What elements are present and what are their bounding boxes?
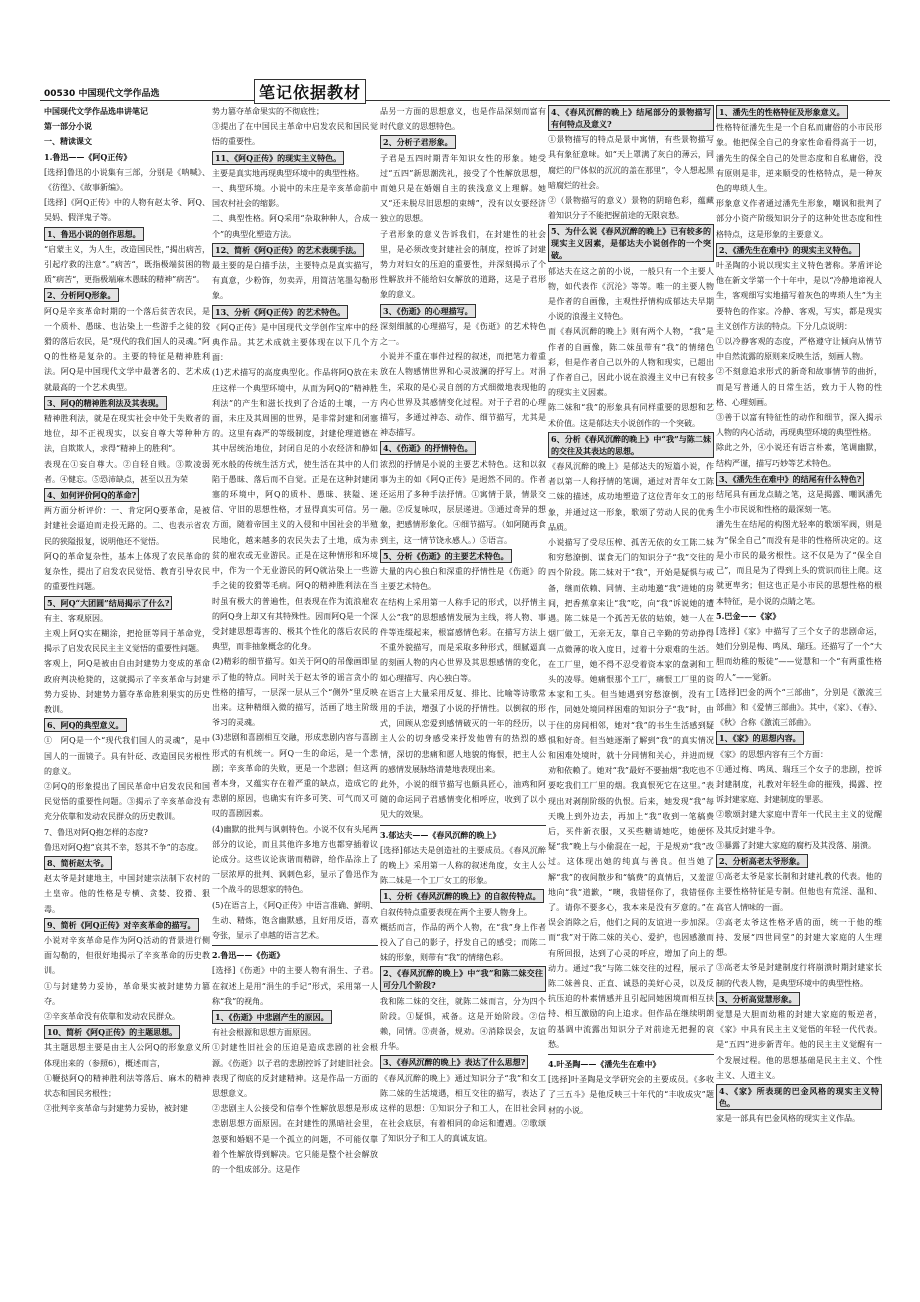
paragraph: 概括而言，作品的两个人物，在“我”身上作者投入了自己的影子，抒发自己的感受；而陈二妹的形象，则带有“我”的情绪色彩。 <box>380 922 546 963</box>
paragraph: 最主要的是白描手法，主要特点是真实描写，有真意，少粉饰，勿卖弄，用简洁笔墨勾勒形象。 <box>212 261 378 301</box>
question-heading: 3、《春风沉醉的晚上》表达了什么思想? <box>380 1054 546 1070</box>
paragraph: ①以冷静客观的态度，严格遵守让倾向从情节中自然流露的原则来反映生活，刻画人物。 <box>716 337 882 362</box>
paragraph: 深刻细腻的心理描写，是《伤逝》的艺术特色之一。 <box>380 321 546 347</box>
paragraph: 子君形象的意义告诉我们，在封建性的社会里，是必须改变封建社会的制度，控诉了封建势力对妇女的压迫的重要性，并深刻揭示了个性解放并不能给妇女解放的道路，这是子君形象的意义。 <box>380 229 546 300</box>
paragraph: 7、鲁迅对阿Q抱怎样的态度? <box>44 827 148 837</box>
paragraph: 有主、客观原因。 <box>44 613 108 623</box>
paragraph: 叶圣陶的小说以现实主义特色著称。茅盾评论他在新文学第一个十年中，是以“冷静地谛视人生，客观细写实地描写着灰色的卑琐人生”为主要特色的作家。冷静、客观，写实，都是现实主义创作方法的特点。下分几点说明： <box>716 261 882 331</box>
text-column-3 <box>380 104 546 1294</box>
paragraph: 性格特征潘先生是一个自私而庸俗的小市民形象。他把保全自己的身家性命看得高于一切，潘先生的保全自己的处世态度和自私庸俗，没有原则是非，逆来顺受的性格特点，是一种灰色的卑琐人生。 <box>716 123 882 194</box>
paragraph: 家是一部具有巴金风格的现实主义作品。 <box>716 1114 860 1124</box>
paragraph: ①与封建势力妥协，革命果实被封建势力篡夺。 <box>44 981 210 1006</box>
paragraph: 在结构上采用第一人称手记的形式，以抒情主人公“我”的思想感情发展为主线，将人物、事件等连缀起来，根富感情色彩。在描写方法上不重外貌描写，而是采取多种形式，细腻逼真的刻画人物的内心世界及其思想感情的变化，如心理描写、内心独白等。 <box>380 597 546 683</box>
section-heading: 1.鲁迅——《阿Q正传》 <box>44 151 132 162</box>
paragraph: 一、典型环境。小说中的未庄是辛亥革命前中国农村社会的缩影。 <box>212 184 378 209</box>
question-heading: 2、《春风沉醉的晚上》中“我”和陈二妹交往可分几个阶段? <box>380 965 546 993</box>
paragraph: 潘先生在结尾的构图尤轻率的歌颂军阀，则是为“保全自己”而没有是非的性格所决定的。这是小市民的最劣根性。这不仅是为了“保全自己”，而且是为了得到上头的赏识而往上爬。这就更卑劣；但这也正是小市民的思想性格的根本特征，是小说的点睛之笔。 <box>716 520 882 606</box>
paragraph: ②高老太爷这性格矛盾的面，统一于他的维持、发展“四世同堂”的封建大家庭的人生理想。 <box>716 917 882 958</box>
paragraph: (3)悲剧和喜剧相互交融，形成悲剧内容与喜剧形式的有机统一。阿Q一生的命运，是一个悲剧；辛亥革命的失败，更是一个悲剧；但这两者本身，又蕴实存在着严重的缺点，造成它的悲剧的原因，也确实有许多可笑、可气而又可叹的喜剧因素。 <box>212 733 378 819</box>
paragraph: ③善于以富有特征性的动作和细节，深入揭示人物的内心活动，再现典型环境的典型性格。 <box>716 413 882 438</box>
question-heading: 1、《伤逝》中悲剧产生的原因。 <box>212 1009 378 1025</box>
question-heading: 2、《潘先生在难中》的现实主义特色。 <box>716 242 882 258</box>
question-heading: 11、《阿Q正传》的现实主义特色。 <box>212 150 378 166</box>
paragraph: ②悲剧主人公接受和信奉个性解放思想是形成悲剧思想方面原因。在封建性的黑暗社会里，忽要和婚姻不是一个孤立的问题，不可能仅靠着个性解放得到解决。它只能是整个社会解放的一个组成部分。这是作 <box>212 1104 378 1175</box>
text-column-5 <box>716 104 882 1294</box>
paragraph: 子君是五四时期青年知识女性的形象。她受过“五四”新思潮洗礼，接受了个性解放思想，而她只是在婚姻自主的狭浅意义上理解。她又“还未脱尽旧思想的束缚”，没有以女要经济独立的思想。 <box>380 153 546 224</box>
paragraph: ①景物描写的特点是景中寓情，有些景物描写具有象征意味。如“天上罩满了灰白的薄云，同腐烂的尸体似的沉沉的盖在那里”，令人想起黑暗腐烂的社会。 <box>548 135 714 190</box>
paragraph: 《春风沉醉的晚上》通过知识分子“我”和女工陈二妹的生活境遇，相互交往的描写，表达了这样的思想：①知识分子和工人，在旧社会同在社会底层，有着相同的命运和遭遇。②歌颂了知识分子和工人的真诚友谊。 <box>380 1073 546 1144</box>
paragraph: ②阿Q的形象提出了国民革命中启发农民和国民觉悟的重要性问题。③揭示了辛亥革命没有充分依靠和发动农民群众的历史教训。 <box>44 781 210 822</box>
paragraph: 陈二妹和“我”的形象具有同样重要的思想和艺术价值。这是郁达夫小说创作的一个突破。 <box>548 403 714 428</box>
paragraph: ① 阿Q是一个“现代我们国人的灵魂”，是中国人的一面镜子。具有针砭、改造国民劣根性的意义。 <box>44 736 210 776</box>
paragraph: 品另一方面的思想意义，也是作品深刻而富有时代意义的思想特色。 <box>380 107 546 132</box>
paragraph: 此外，小说的细节描写也颇具匠心，油鸡和阿随的命运同子君感情变化相呼应，收到了以小见大的效果。 <box>380 779 546 820</box>
text-column-4 <box>548 104 714 1294</box>
question-heading: 6、分析《春风沉醉的晚上》中“我”与陈二妹的交往及其表达的思想。 <box>548 431 714 459</box>
paragraph: 而《春风沉醉的晚上》则有两个人物，“我”是作者的自画像，陈二妹虽带有“我”的情绪色彩，但是作者自己以外的人物和现实，已超出了作者自己，因此小说在浪漫主义中已有较多的现实主义因素。 <box>548 327 714 398</box>
paragraph: 我和陈二妹的交往，就陈二妹而言，分为四个阶段。①疑惧，戒备。这是开始阶段。②信赖，同情。③责备，规劝。④消除误会，友谊升华。 <box>380 996 546 1052</box>
paragraph: 主观上阿Q实在糊涂，把抢匪等同于革命党，揭示了启发农民民主主义觉悟的重要性问题。 <box>44 628 210 654</box>
question-heading: 4、如何评价阿Q的革命? <box>44 487 210 503</box>
paragraph: [选择]鲁迅的小说集有三部，分别是《呐喊》、《彷徨》、《故事新编》。 <box>44 167 210 193</box>
section-divider <box>380 825 546 826</box>
paragraph: 《春风沉醉的晚上》是郁达夫的短篇小说，作者以第一人称抒情的笔调，通过对青年女工陈二妹的描述，成功地塑造了这位青年女工的形象，并通过这一形象，歌颂了劳动人民的优秀品质。 <box>548 462 714 532</box>
paragraph: 小说对辛亥革命是作为阿Q活动的背景进行侧面勾勒的，但很好地揭示了辛亥革命的历史教训。 <box>44 935 210 976</box>
paragraph: 赵太爷是封建地主，中国封建宗法制下农村的土皇帝。他的性格是专横、贪婪、狡猾、狠毒。 <box>44 874 210 914</box>
paragraph: 浓烈的抒情是小说的主要艺术特色。这和以叙事为主的如《阿Q正传》是迥然不同的。作者还运用了多种手法抒情。①寓情于景，情景交融。②反复咏叹，层层递进。③通过奇异的想象，把感情形象化。④细节描写。（如阿随再食到主，这一情节饶永感人。）⑤语言。 <box>380 459 546 545</box>
question-heading: 1、《家》的思想内容。 <box>716 730 882 746</box>
paragraph: 阿Q是辛亥革命时期的一个落后贫苦农民，是一个质朴、愚昧、也沾染上一些游手之徒的狡猾的落后农民，是“现代的我们国人的灵魂。”阿Q的性格是复杂的。主要的特征是精神胜利法。阿Q是中国现代文学中最著名的、艺术成就最高的一个艺术典型。 <box>44 306 210 392</box>
question-heading: 8、简析赵太爷。 <box>44 855 210 871</box>
paragraph: (1)艺术描写的高度典型化。作品将阿Q放在未庄这样一个典型环境中，从而为阿Q的“精神胜利法”的产生和滋长找到了合适的土壤，一方面，未庄及其周围的世界，是非常封建和闭塞的。这里有森严的等级制度，封建伦理道德在其中居统治地位，封闭自足的小农经济和静如死水般的传统生活方式，使生活在其中的人们陷于愚昧、落后而不自觉。正是在这种封建闭塞的环境中，阿Q的质朴、愚昧、狭隘、迷信、守旧的思想性格，才显得真实可信。另一方面，随着帝国主义的入侵和中国社会的半殖民地化，越来越多的农民失去了土地，成为赤贫的雇农或无业游民。正是在这种情形和环境中，作为一个无业游民的阿Q就沾染上一些游手之徒的狡猾等毛病。阿Q的精神胜利法在当时虽有极大的普遍性，但表现在作为流浪雇农的阿Q身上却又有其特殊性。因而阿Q是一个深受封建思想毒害的、极其个性化的落后农民的典型，而非抽象概念的化身。 <box>212 368 378 652</box>
paragraph: 除此之外，④小说还有语言朴素，笔调幽默，结构严谨，描写巧妙等艺术特色。 <box>716 443 882 468</box>
paragraph: (4)幽默的批判与讽刺特色。小说不仅有头尾两部分的议论，而且其他许多地方也都穿插着议论成分。这些议论诙谐而精辟，给作品涂上了一层浓厚的批判、讽刺色彩，显示了鲁迅作为一个战斗的思想家的特色。 <box>212 824 378 895</box>
paragraph: [选择]郁达夫是创造社的主要成员。《春风沉醉的晚上》采用第一人称的叙述角度，女主人公陈二妹是一个工厂女工的形象。 <box>380 845 546 886</box>
paragraph: 郁达夫在这之前的小说，一般只有一个主要人物，如代表作《沉沦》等等。唯一的主要人物是作者的自画像，主观性抒情构成郁达夫早期小说的浪漫主义特色。 <box>548 266 714 322</box>
paragraph: 小说并不重在事件过程的叙述，而把笔力着重放在人物感情世界和心灵波澜的抒写上。对涓生，采取的是心灵自剖的方式细微地表现他的内心世界及其感情变化过程。对于子君的心理描写，多通过神态、动作、细节描写，尤其是神态描写。 <box>380 352 546 438</box>
paragraph: “启蒙主义，为人生，改造国民性，”揭出病苦，引起疗救的注意“。”病苦“，既指极端贫困的物质”病苦“，更指极端麻木愚昧的精神”病苦“。 <box>44 244 210 285</box>
paragraph: [选择]《家》中描写了三个女子的悲剧命运，她们分别是梅、鸣凤、瑞珏。还描写了一个“大胆而幼稚的叛徒”——觉慧和一个“有两重性格的人”——觉新。 <box>716 626 882 682</box>
course-title: 00530 中国现代文学作品选 <box>44 89 160 99</box>
question-heading: 12、简析《阿Q正传》的艺术表现手法。 <box>212 242 378 258</box>
paragraph: ②批判辛亥革命与封建势力妥协，被封建 <box>44 1104 188 1114</box>
question-heading: 4、《春风沉醉的晚上》结尾部分的景物描写有何特点及意义? <box>548 104 714 132</box>
header-rule <box>40 100 890 101</box>
paragraph: [选择]巴金的两个“三部曲”，分别是《激流三部曲》和《爱情三部曲》。其中，《家》、《春》、《秋》合称《激流三部曲》。 <box>716 687 882 728</box>
paragraph: 客观上，阿Q是被由自由封建势力变成的革命政府判决枪毙的，这就揭示了辛亥革命与封建势力妥协、封建势力篡夺革命胜利果实的历史教训。 <box>44 659 210 714</box>
paragraph: 势力篡夺革命果实的不彻底性； <box>212 107 324 116</box>
paragraph: ②不刻意追求形式的新奇和故事情节的曲折，而是写普通人的日常生活，致力于人物的性格、心理刻画。 <box>716 367 882 407</box>
paragraph: ①封建性旧社会的压迫是造成悲剧的社会根源。《伤逝》以子君的悲剧控诉了封建旧社会。表现了彻底的反封建精神。这是作品一方面的思想意义。 <box>212 1043 378 1098</box>
section-heading: 中国现代文学作品选串讲笔记 <box>44 106 148 116</box>
paragraph: ③暴露了封建大家庭的腐朽及其没落、崩溃。 <box>716 840 876 850</box>
paragraph: ③高老太爷是封建制度行将崩溃时期封建家长制的代表人物，是典型环境中的典型性格。 <box>716 963 882 988</box>
paragraph: 自叙传特点重要表现在两个主要人物身上。 <box>380 907 532 917</box>
paragraph: 鲁迅对阿Q抱“哀其不幸，怒其不争”的态度。 <box>44 842 203 852</box>
question-heading: 1、潘先生的性格特征及形象意义。 <box>716 104 882 120</box>
paragraph: 有社会根源和思想方面原因。 <box>212 1028 316 1038</box>
question-heading: 3、阿Q的精神胜利法及其表现。 <box>44 395 210 411</box>
paragraph: 其主题思想主要是由主人公阿Q的形象意义所体现出来的（参照6），概述而言， <box>44 1043 210 1068</box>
section-heading: 第一部分小说 <box>44 121 92 132</box>
paragraph: 在语言上大量采用反复、排比、比喻等诗歌常用的手法，增强了小说的抒情性。以倒叙的形式，回顾从恋爱到感情破灭的一年的经历，以主人公的切身感受来抒发他曾有的热烈的感情，深切的悲痛和愿人地貌的悔恨，把主人公的感情发展脉络清楚地表现出来。 <box>380 688 546 774</box>
paragraph: 大量的内心独白和深重的抒情性是《伤逝》的主要艺术特色。 <box>380 567 546 592</box>
question-heading: 5、阿Q“大团圆”结局揭示了什么? <box>44 595 210 611</box>
section-heading: 一、精读课文 <box>44 136 92 147</box>
paragraph: 形象意义作者通过潘先生形象，嘲讽和批判了部分小资产阶级知识分子的这种处世态度和性格特点，这是形象的主要意义。 <box>716 199 882 239</box>
question-heading: 13、分析《阿Q正传》的艺术特色。 <box>212 304 378 320</box>
paragraph: 精神胜利法，就是在现实社会中处于失败者的地位，却不正视现实，以妄自尊大等种种方法，自欺欺人，求得“精神上的胜利”。 <box>44 414 210 454</box>
paragraph: ①通过梅、鸣凤、瑞珏三个女子的悲剧，控诉封建制度，礼教对年轻生命的摧残，揭露、控诉封建家庭、封建制度的罪恶。 <box>716 764 882 805</box>
question-heading: 3、《伤逝》的心理描写。 <box>380 303 546 319</box>
text-column-2 <box>212 104 378 1294</box>
paragraph: (2)精彩的细节描写。如关于阿Q的吊像画即显示了他的特点。同时关于赵太爷的谣言贪小的性格的描写，一层深一层从三个“侧外”里反映出来。这种精细入微的描写，活画了地主阶级爷习的灵魂。 <box>212 657 378 728</box>
paragraph: [选择]《阿Q正传》中的人物有赵太爷、阿Q、吴妈、假洋鬼子等。 <box>44 198 210 223</box>
section-heading: 2.鲁迅——《伤逝》 <box>212 950 285 961</box>
question-heading: 3、分析高觉慧形象。 <box>716 991 882 1007</box>
paragraph: ②辛亥革命没有依靠和发动农民群众。 <box>44 1011 180 1021</box>
paragraph: 表现在①妄自尊大。②自轻自贱。③欺凌弱者。④健忘。⑤恐沛缺点，甚至以丑为荣 <box>44 459 210 484</box>
paragraph: 小说描写了受尽压榨、孤苦无依的女工陈二妹和穷愁潦倒、谋食无门的知识分子“我”交往的四个阶段。陈二妹对于“我”，开始是疑惧与戒备，继而依赖、同情、主动地邀“我”进她的房间，把香蕉拿来让“我”吃，向“我”诉说她的遭遇。陈二妹是一个孤苦无依的姑娘，她一人在烟厂做工，无亲无友，靠自己辛勤的劳动挣得一点微薄的收入度日，过着十分艰难的生活。在工厂里，她不得不忍受着资本家的盘剥和工头的凌辱。她痛恨那个工厂，痛恨工厂里的资本家和工头。但当她遇到穷愁潦倒，没有工作，同她处境同样困难的知识分子“我”时，由于住的房间相邻，她对“我”的书生生活感到疑惧和好奇。但当她逐渐了解到“我”的真实情况和困难处境时，就十分同情和关心，并进而规劝和依赖了。她对“我”最好不要抽烟“我吃也不要吃我们工厂里的烟。我真恨死它在这里。”表现出对剥削阶级的仇恨。后来，她发现“我”每天晚上到外边去，再加上“我”收到一笔稿费后，买件新衣服，又买些糖请她吃，她便怀疑“我”晚上与小偷混在一起，于是规劝“我”改过。这体现出她的纯真与善良。但当她了解“我”的夜间散步和“犒费”的真情后，又羞涩地向“我”道歉，“噢，我错怪你了，我错怪你了。请你不要多心，我本来是没有歹意的。”在误会消除之后，他们之间的友谊进一步加深。而“我”对于陈二妹的关心、爱护，也因感激而有所回报，达到了心灵的呼应，增加了向上的动力。通过“我”与陈二妹交往的过程，展示了陈二妹善良、正直、诚恳的美好心灵，以及反抗压迫的朴素情感并且引起同她困境而相互扶持、相互激励的向上追求。但作品在继续明朗的基调中流露出知识分子对前途无把握的哀愁。 <box>548 538 714 1049</box>
paragraph: 觉慧是大胆而幼稚的封建大家庭的叛逆者，《家》中具有民主主义觉悟的年轻一代代表。是“五四”进步新青年。他的民主主义觉醒有一个发展过程。他的思想基础是民主主义、个性主义、人道主义。 <box>716 1009 882 1080</box>
question-heading: 6、阿Q的典型意义。 <box>44 717 210 733</box>
paragraph: ①高老太爷是家长制和封建礼教的代表。他的主要性格特征是专制。但他也有荒淫、温和、高官人情味的一面。 <box>716 872 882 912</box>
paragraph: 主要是真实地再现典型环境中的典型性格。 <box>212 168 364 178</box>
paragraph: ②（景物描写的意义）景物的阴暗色彩，蕴藏着知识分子不能把握前途的无限哀愁。 <box>548 196 714 221</box>
paragraph: ③提出了在中国民主革命中启发农民和国民觉悟的重要性。 <box>212 122 378 147</box>
question-heading: 5、为什么说《春风沉醉的晚上》已有较多的现实主义因素，是郁达夫小说创作的一个突破。 <box>548 223 714 263</box>
question-heading: 2、分析阿Q形象。 <box>44 287 210 303</box>
paragraph: [选择]叶圣陶是文学研究会的主要成员。《多收了三五斗》是他反映三十年代的“丰收成灾”题材的小说。 <box>548 1075 714 1115</box>
question-heading: 4、《家》所表现的巴金风格的现实主义特色。 <box>716 1083 882 1111</box>
text-column-1 <box>44 104 210 1294</box>
section-heading: 4.叶圣陶——《潘先生在难中》 <box>548 1058 661 1069</box>
paragraph: ①鞭挞阿Q的精神胜利法等落后、麻木的精神状态和国民劣根性； <box>44 1073 210 1098</box>
paragraph: 结尾具有画龙点睛之笔，这是揭露、嘲讽潘先生小市民说和性格的最深刻一笔。 <box>716 490 882 515</box>
paragraph: 《家》的思想内容有三个方面： <box>716 749 828 759</box>
question-heading: 1、鲁迅小说的创作思想。 <box>44 226 210 242</box>
question-heading: 1、分析《春风沉醉的晚上》的自叙传特点。 <box>380 888 546 904</box>
paragraph: 两方面分析评价：一、肯定阿Q要革命，是被封建社会逼迫而走投无路的。二、也表示省农民的狭隘报复，说明他还不觉悟。 <box>44 506 210 546</box>
section-heading: 5.巴金——《家》 <box>716 610 781 621</box>
paragraph: (5)在语言上，《阿Q正传》中语言准确、鲜明、生动、精炼，饱含幽默感，且好用反语，喜欢夸张，显示了卓越的语言艺术。 <box>212 900 378 940</box>
section-divider <box>548 1054 714 1055</box>
question-heading: 9、简析《阿Q正传》对辛亥革命的描写。 <box>44 917 210 933</box>
section-divider <box>212 945 378 946</box>
section-heading: 3.郁达夫——《春风沉醉的晚上》 <box>380 829 501 840</box>
paragraph: ②歌颂封建大家庭中青年一代民主主义的觉醒及其反封建斗争。 <box>716 810 882 835</box>
question-heading: 5、分析《伤逝》的主要艺术特色。 <box>380 548 546 564</box>
paragraph: [选择]《伤逝》中的主要人物有涓生、子君。在叙述上是用“涓生的手记”形式，采用第一人称“我”的视角。 <box>212 966 378 1006</box>
watermark-stamp: 笔记依据教材 <box>254 79 366 104</box>
question-heading: 3、《潘先生在难中》的结尾有什么特色? <box>716 471 882 487</box>
question-heading: 2、分析子君形象。 <box>380 134 546 150</box>
question-heading: 2、分析高老太爷形象。 <box>716 853 882 869</box>
question-heading: 4、《伤逝》的抒情特色。 <box>380 440 546 456</box>
paragraph: 阿Q的革命复杂性，基本上体现了农民革命的复杂性，提出了启发农民觉悟、教育引导农民的重要性问题。 <box>44 551 210 592</box>
paragraph: 《阿Q正传》是中国现代文学创作宝库中的经典作品。其艺术成就主要体现在以下几个方面： <box>212 322 378 363</box>
question-heading: 10、简析《阿Q正传》的主题思想。 <box>44 1024 210 1040</box>
paragraph: 二、典型性格。阿Q采用“杂取种种人，合成一个”的典型化塑造方法。 <box>212 214 378 239</box>
